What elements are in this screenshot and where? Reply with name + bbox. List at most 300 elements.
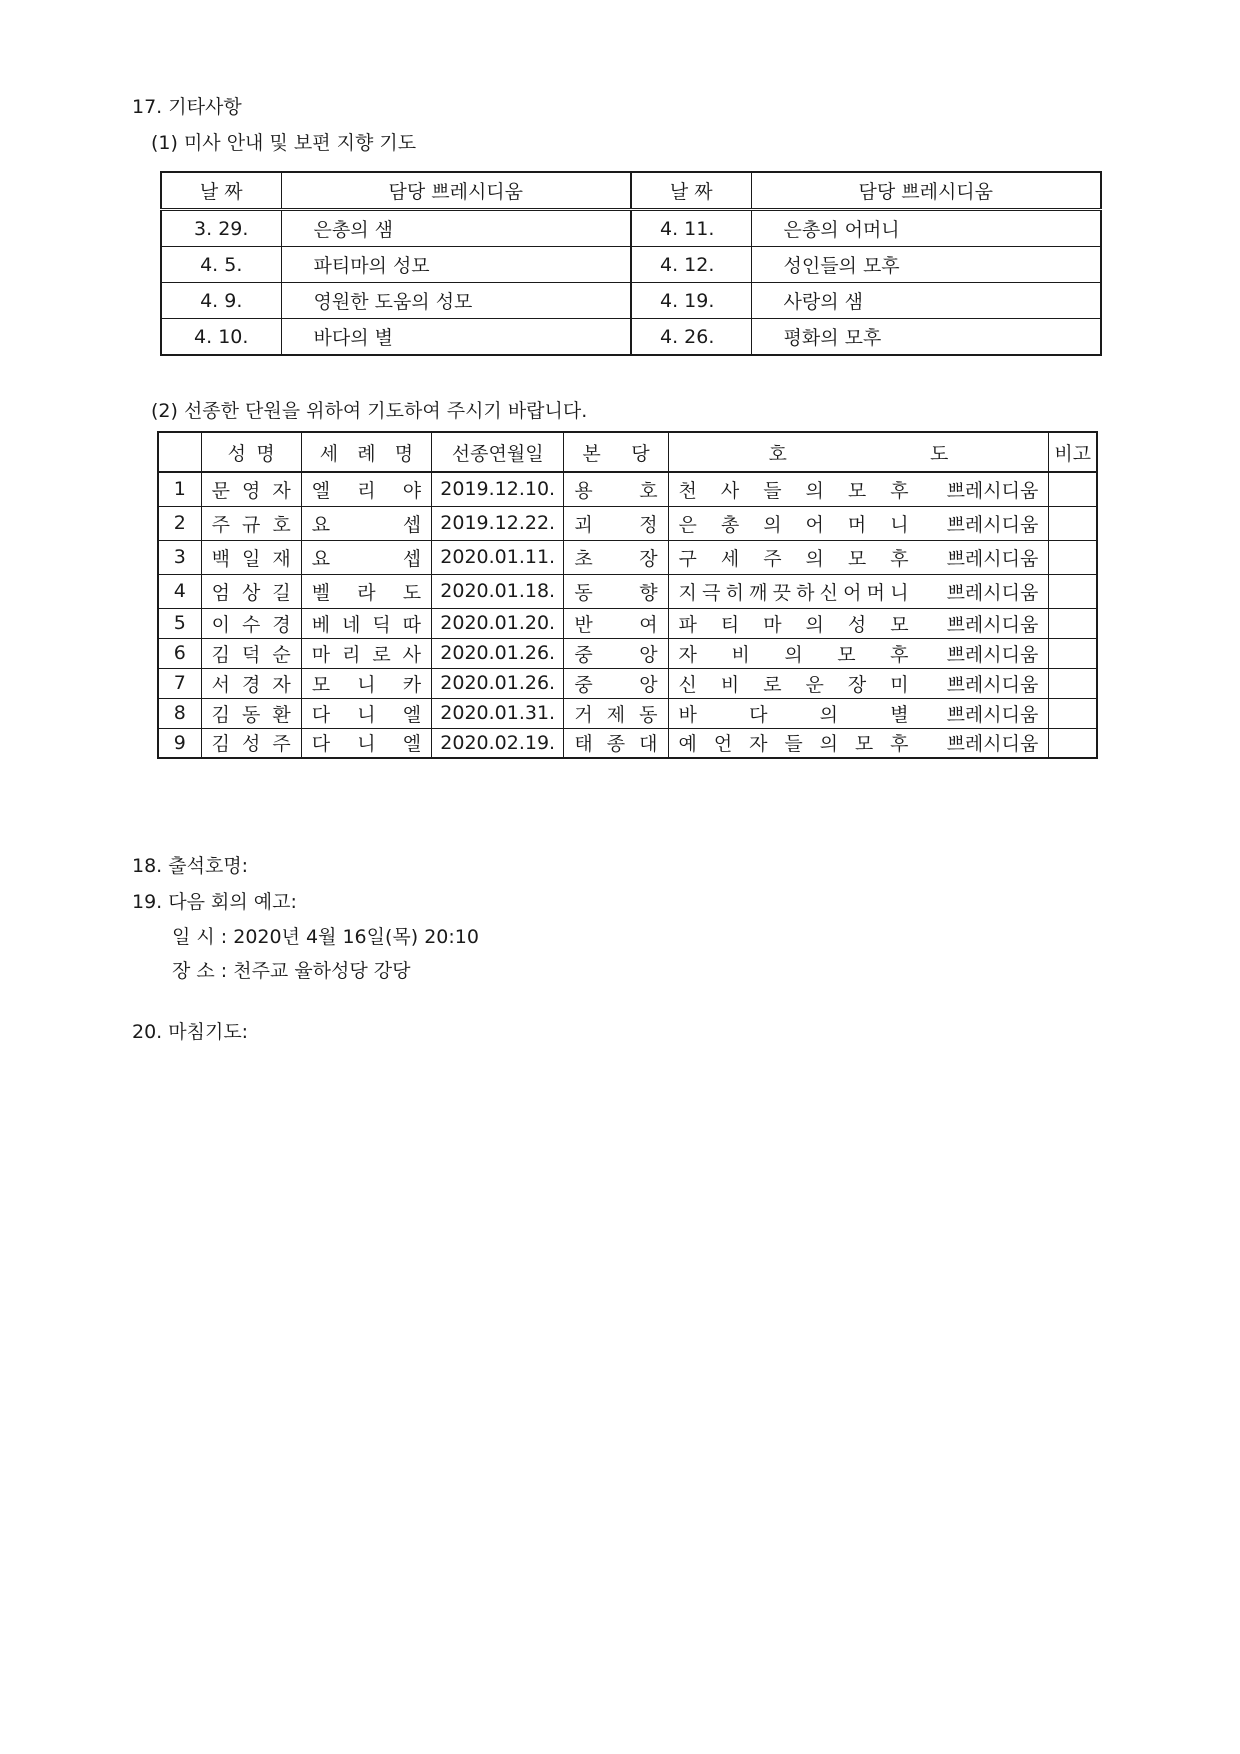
row-number: 3 <box>158 540 201 574</box>
deceased-row <box>158 472 1097 506</box>
baptism-char: 엘 <box>402 733 422 756</box>
name-char: 자 <box>272 479 291 502</box>
parish-char: 장 <box>639 547 658 570</box>
ho-char: 극 <box>702 581 721 604</box>
section-17-1-title: (1) 미사 안내 및 보편 지향 기도 <box>151 132 417 154</box>
member-name <box>201 574 301 608</box>
death-date: 2020.01.26. <box>432 638 564 668</box>
ho-char: 미 <box>890 673 909 696</box>
note-cell <box>1049 668 1097 698</box>
ho-char: 세 <box>720 547 740 570</box>
baptism-name-chars <box>312 640 421 667</box>
member-name-chars <box>212 729 291 756</box>
baptism-char: 요 <box>311 547 331 570</box>
ho-char: 신 <box>819 581 838 604</box>
ho-char: 모 <box>847 547 867 570</box>
presidium-ho-wrap <box>679 729 1039 756</box>
baptism-char: 딕 <box>372 613 391 636</box>
presidium-ho-name <box>679 640 909 667</box>
ho-char: 머 <box>847 513 867 536</box>
row-number: 8 <box>158 698 201 728</box>
ho-char: 끗 <box>772 581 791 604</box>
baptism-char: 니 <box>357 703 376 726</box>
header-char: 당 <box>631 442 650 465</box>
baptism-name <box>301 638 431 668</box>
parish-name-chars <box>574 610 657 637</box>
presidium-label: 쁘레시디움 <box>946 673 1039 696</box>
presidium-ho <box>668 668 1049 698</box>
parish-char: 태 <box>574 733 593 756</box>
ho-char: 예 <box>678 733 697 756</box>
header-date: 선종연월일 <box>432 432 564 472</box>
ho-char: 후 <box>890 733 909 756</box>
baptism-name <box>301 698 431 728</box>
baptism-name-chars <box>312 578 421 605</box>
member-name-chars <box>212 700 291 727</box>
header-char: 본 <box>582 442 601 465</box>
name-char: 길 <box>272 581 291 604</box>
parish-name <box>564 668 668 698</box>
name-char: 서 <box>211 673 230 696</box>
ho-char: 의 <box>784 643 803 666</box>
section-17-2-title: (2) 선종한 단원을 위하여 기도하여 주시기 바랍니다. <box>151 400 588 422</box>
baptism-char: 사 <box>402 643 422 666</box>
death-date: 2020.01.18. <box>432 574 564 608</box>
deceased-row <box>158 698 1097 728</box>
ho-char: 은 <box>678 513 697 536</box>
presidium-ho <box>668 638 1049 668</box>
row-number: 2 <box>158 506 201 540</box>
ho-char: 지 <box>678 581 697 604</box>
ho-char: 모 <box>837 643 856 666</box>
parish-char: 동 <box>574 581 593 604</box>
parish-char: 여 <box>639 613 658 636</box>
name-char: 수 <box>242 613 261 636</box>
parish-char: 초 <box>574 547 593 570</box>
parish-name <box>564 608 668 638</box>
ho-char: 자 <box>749 733 768 756</box>
deceased-row <box>158 638 1097 668</box>
ho-char: 모 <box>890 613 909 636</box>
ho-char: 주 <box>763 547 782 570</box>
name-char: 엄 <box>211 581 230 604</box>
mass-schedule-row <box>161 319 1101 356</box>
parish-name-chars <box>574 578 657 605</box>
deceased-row <box>158 608 1097 638</box>
mass-date: 3. 29. <box>161 210 281 247</box>
header-name <box>201 432 301 472</box>
mass-date: 4. 12. <box>631 247 751 283</box>
mass-schedule-row <box>161 210 1101 247</box>
member-name-chars <box>212 610 291 637</box>
presidium-ho <box>668 472 1049 506</box>
parish-char: 제 <box>606 703 626 726</box>
parish-char: 괴 <box>574 513 593 536</box>
presidium-ho <box>668 728 1049 758</box>
presidium-ho-chars <box>679 578 909 605</box>
death-date: 2020.01.31. <box>432 698 564 728</box>
ho-char: 깨 <box>749 581 768 604</box>
death-date: 2020.01.26. <box>432 668 564 698</box>
parish-name <box>564 728 668 758</box>
deceased-row <box>158 574 1097 608</box>
presidium-ho-wrap <box>679 544 1039 571</box>
parish-name <box>564 638 668 668</box>
mass-presidium: 영원한 도움의 성모 <box>281 283 631 319</box>
presidium-ho <box>668 608 1049 638</box>
parish-char: 정 <box>639 513 658 536</box>
baptism-name-chars <box>312 544 421 571</box>
presidium-ho-name <box>679 729 909 756</box>
ho-char: 운 <box>805 673 824 696</box>
parish-char: 앙 <box>639 673 658 696</box>
header-char: 명 <box>394 442 414 465</box>
presidium-ho-wrap <box>679 640 1039 667</box>
mass-presidium: 평화의 모후 <box>751 319 1101 356</box>
ho-char: 성 <box>847 613 867 636</box>
parish-name-chars <box>574 476 657 503</box>
header-presidium: 담당 쁘레시디움 <box>281 172 631 210</box>
mass-schedule-table <box>160 171 1102 356</box>
ho-char: 천 <box>678 479 697 502</box>
death-date: 2019.12.10. <box>432 472 564 506</box>
name-char: 경 <box>272 613 291 636</box>
name-char: 자 <box>272 673 291 696</box>
note-cell <box>1049 574 1097 608</box>
mass-presidium: 파티마의 성모 <box>281 247 631 283</box>
parish-name <box>564 574 668 608</box>
header-note: 비고 <box>1049 432 1097 472</box>
name-char: 이 <box>211 613 230 636</box>
parish-name-chars <box>574 700 657 727</box>
presidium-ho-chars <box>679 670 909 697</box>
baptism-char: 따 <box>402 613 422 636</box>
note-cell <box>1049 638 1097 668</box>
mass-date: 4. 9. <box>161 283 281 319</box>
header-char: 명 <box>256 442 275 465</box>
ho-char: 들 <box>784 733 803 756</box>
presidium-ho-chars <box>679 640 909 667</box>
parish-char: 호 <box>639 479 658 502</box>
presidium-ho-wrap <box>679 510 1039 537</box>
presidium-ho-wrap <box>679 476 1039 503</box>
note-cell <box>1049 728 1097 758</box>
ho-char: 별 <box>890 703 909 726</box>
baptism-char: 모 <box>311 673 331 696</box>
mass-presidium: 성인들의 모후 <box>751 247 1101 283</box>
presidium-ho-wrap <box>679 610 1039 637</box>
parish-name-chars <box>574 670 657 697</box>
presidium-ho-name <box>679 700 909 727</box>
presidium-label: 쁘레시디움 <box>946 643 1039 666</box>
mass-schedule-row <box>161 283 1101 319</box>
presidium-label: 쁘레시디움 <box>946 479 1039 502</box>
presidium-label: 쁘레시디움 <box>946 547 1039 570</box>
parish-char: 종 <box>606 733 626 756</box>
mass-presidium: 은총의 샘 <box>281 210 631 247</box>
presidium-ho <box>668 506 1049 540</box>
name-char: 규 <box>242 513 261 536</box>
ho-char: 머 <box>866 581 886 604</box>
name-char: 백 <box>211 547 230 570</box>
baptism-name <box>301 574 431 608</box>
parish-name-chars <box>574 640 657 667</box>
presidium-ho-chars <box>679 729 909 756</box>
parish-char: 거 <box>574 703 593 726</box>
presidium-ho <box>668 698 1049 728</box>
section-20-title: 20. 마침기도: <box>132 1021 249 1043</box>
baptism-char: 리 <box>342 643 361 666</box>
member-name <box>201 540 301 574</box>
parish-name <box>564 540 668 574</box>
name-char: 김 <box>211 733 230 756</box>
parish-name <box>564 506 668 540</box>
ho-char: 티 <box>720 613 740 636</box>
ho-char: 바 <box>678 703 697 726</box>
ho-char: 의 <box>763 513 782 536</box>
presidium-ho-chars <box>679 476 909 503</box>
parish-char: 중 <box>574 673 593 696</box>
mass-schedule-row <box>161 247 1101 283</box>
mass-date: 4. 5. <box>161 247 281 283</box>
death-date: 2020.01.11. <box>432 540 564 574</box>
mass-date: 4. 19. <box>631 283 751 319</box>
name-char: 일 <box>242 547 261 570</box>
section-19-title: 19. 다음 회의 예고: <box>132 891 297 913</box>
parish-char: 앙 <box>639 643 658 666</box>
ho-char: 모 <box>854 733 874 756</box>
deceased-members-table <box>157 431 1098 759</box>
parish-name-chars <box>574 544 657 571</box>
member-name-chars <box>212 476 291 503</box>
name-char: 김 <box>211 643 230 666</box>
mass-presidium: 은총의 어머니 <box>751 210 1101 247</box>
note-cell <box>1049 698 1097 728</box>
mass-presidium: 사랑의 샘 <box>751 283 1101 319</box>
ho-char: 로 <box>763 673 782 696</box>
header-parish <box>564 432 668 472</box>
ho-char: 어 <box>805 513 824 536</box>
ho-char: 총 <box>720 513 740 536</box>
name-char: 주 <box>272 733 291 756</box>
parish-char: 대 <box>639 733 658 756</box>
baptism-char: 로 <box>372 643 391 666</box>
presidium-label: 쁘레시디움 <box>946 513 1039 536</box>
name-char: 주 <box>211 513 230 536</box>
row-number: 9 <box>158 728 201 758</box>
deceased-row <box>158 668 1097 698</box>
presidium-label: 쁘레시디움 <box>946 733 1039 756</box>
baptism-name <box>301 540 431 574</box>
member-name <box>201 698 301 728</box>
meeting-place: 장 소 : 천주교 율하성당 강당 <box>172 960 411 982</box>
baptism-char: 리 <box>357 479 376 502</box>
presidium-ho-name <box>679 670 909 697</box>
meeting-time: 일 시 : 2020년 4월 16일(목) 20:10 <box>172 926 479 948</box>
death-date: 2019.12.22. <box>432 506 564 540</box>
parish-char: 동 <box>639 703 658 726</box>
parish-name-chars <box>574 729 657 756</box>
mass-date: 4. 10. <box>161 319 281 356</box>
ho-char: 들 <box>763 479 782 502</box>
baptism-char: 도 <box>402 581 422 604</box>
member-name <box>201 608 301 638</box>
ho-char: 다 <box>749 703 768 726</box>
presidium-label: 쁘레시디움 <box>946 703 1039 726</box>
note-cell <box>1049 506 1097 540</box>
ho-char: 모 <box>847 479 867 502</box>
name-char: 재 <box>272 547 291 570</box>
baptism-name-chars <box>312 729 421 756</box>
baptism-name-chars <box>312 510 421 537</box>
row-number: 5 <box>158 608 201 638</box>
note-cell <box>1049 608 1097 638</box>
deceased-row <box>158 506 1097 540</box>
name-char: 호 <box>272 513 291 536</box>
baptism-char: 니 <box>357 673 376 696</box>
ho-char: 히 <box>725 581 744 604</box>
parish-char: 반 <box>574 613 593 636</box>
member-name-chars <box>212 544 291 571</box>
name-char: 동 <box>242 703 261 726</box>
ho-char: 하 <box>796 581 815 604</box>
baptism-char: 셉 <box>402 513 422 536</box>
baptism-name <box>301 728 431 758</box>
presidium-ho-name <box>679 476 909 503</box>
member-name <box>201 638 301 668</box>
presidium-ho-chars <box>679 510 909 537</box>
baptism-char: 셉 <box>402 547 422 570</box>
baptism-char: 엘 <box>311 479 331 502</box>
parish-name-chars <box>574 510 657 537</box>
header-char: 례 <box>357 442 376 465</box>
note-cell <box>1049 540 1097 574</box>
ho-char: 자 <box>678 643 697 666</box>
member-name-chars <box>212 640 291 667</box>
member-name <box>201 668 301 698</box>
presidium-ho-wrap <box>679 670 1039 697</box>
name-char: 상 <box>242 581 261 604</box>
ho-char: 비 <box>720 673 740 696</box>
baptism-char: 마 <box>311 643 331 666</box>
mass-date: 4. 11. <box>631 210 751 247</box>
baptism-char: 라 <box>357 581 376 604</box>
header-number <box>158 432 201 472</box>
member-name <box>201 472 301 506</box>
presidium-label: 쁘레시디움 <box>946 581 1039 604</box>
ho-char: 사 <box>720 479 740 502</box>
ho-char: 의 <box>805 547 824 570</box>
header-date: 날 짜 <box>631 172 751 210</box>
presidium-ho-name <box>679 544 909 571</box>
ho-char: 후 <box>890 479 909 502</box>
mass-date: 4. 26. <box>631 319 751 356</box>
row-number: 6 <box>158 638 201 668</box>
baptism-name <box>301 608 431 638</box>
baptism-name <box>301 472 431 506</box>
presidium-label: 쁘레시디움 <box>946 613 1039 636</box>
ho-char: 니 <box>890 513 909 536</box>
parish-char: 향 <box>639 581 658 604</box>
name-char: 문 <box>211 479 230 502</box>
baptism-char: 니 <box>357 733 376 756</box>
deceased-row <box>158 728 1097 758</box>
name-char: 성 <box>242 733 261 756</box>
ho-char: 마 <box>763 613 782 636</box>
death-date: 2020.02.19. <box>432 728 564 758</box>
name-char: 순 <box>272 643 291 666</box>
baptism-char: 베 <box>311 613 331 636</box>
parish-char: 중 <box>574 643 593 666</box>
ho-char: 언 <box>713 733 733 756</box>
parish-name <box>564 698 668 728</box>
member-name <box>201 506 301 540</box>
baptism-name-chars <box>312 700 421 727</box>
death-date: 2020.01.20. <box>432 608 564 638</box>
presidium-ho <box>668 540 1049 574</box>
presidium-ho-wrap <box>679 578 1039 605</box>
presidium-ho-name <box>679 510 909 537</box>
header-char: 호 <box>768 442 787 465</box>
parish-char: 용 <box>574 479 593 502</box>
header-presidium: 담당 쁘레시디움 <box>751 172 1101 210</box>
ho-char: 장 <box>847 673 867 696</box>
name-char: 김 <box>211 703 230 726</box>
presidium-ho-chars <box>679 544 909 571</box>
ho-char: 후 <box>890 547 909 570</box>
name-char: 환 <box>272 703 291 726</box>
baptism-name-chars <box>312 670 421 697</box>
ho-char: 어 <box>843 581 862 604</box>
member-name-chars <box>212 578 291 605</box>
note-cell <box>1049 472 1097 506</box>
name-char: 덕 <box>242 643 261 666</box>
ho-char: 의 <box>819 733 838 756</box>
ho-char: 니 <box>890 581 909 604</box>
baptism-char: 다 <box>311 733 331 756</box>
baptism-char: 벨 <box>311 581 331 604</box>
member-name-chars <box>212 510 291 537</box>
section-17-title: 17. 기타사항 <box>132 96 242 118</box>
name-char: 경 <box>242 673 261 696</box>
mass-presidium: 바다의 별 <box>281 319 631 356</box>
baptism-char: 다 <box>311 703 331 726</box>
row-number: 1 <box>158 472 201 506</box>
presidium-ho-chars <box>679 700 909 727</box>
baptism-name <box>301 506 431 540</box>
ho-char: 의 <box>805 613 824 636</box>
presidium-ho-wrap <box>679 700 1039 727</box>
baptism-char: 야 <box>402 479 422 502</box>
deceased-row <box>158 540 1097 574</box>
ho-char: 후 <box>890 643 909 666</box>
parish-name <box>564 472 668 506</box>
baptism-name-chars <box>312 610 421 637</box>
header-baptism <box>301 432 431 472</box>
header-char: 도 <box>929 442 949 465</box>
baptism-char: 요 <box>311 513 331 536</box>
ho-char: 구 <box>678 547 697 570</box>
header-char: 성 <box>227 442 246 465</box>
baptism-name-chars <box>312 476 421 503</box>
ho-char: 비 <box>731 643 750 666</box>
ho-char: 의 <box>819 703 838 726</box>
header-char: 세 <box>319 442 339 465</box>
presidium-ho-chars <box>679 610 909 637</box>
baptism-char: 엘 <box>402 703 422 726</box>
header-date: 날 짜 <box>161 172 281 210</box>
row-number: 7 <box>158 668 201 698</box>
